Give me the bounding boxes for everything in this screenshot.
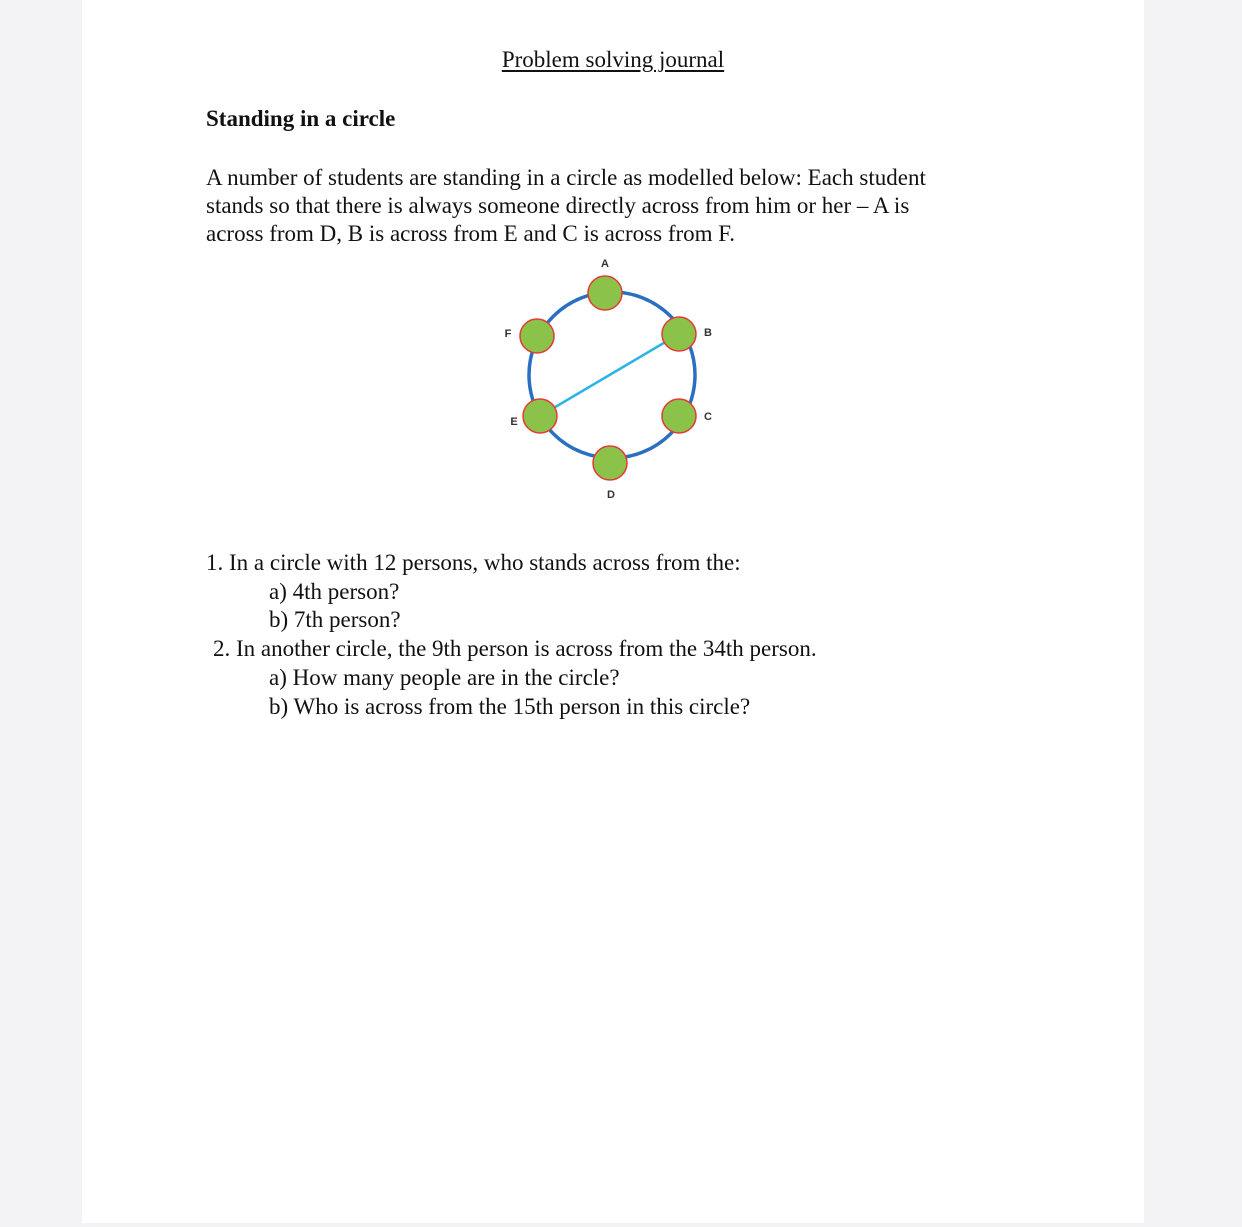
question-1a: a) 4th person? [269,579,400,604]
label-e: E [510,416,518,428]
intro-line: stands so that there is always someone directly across from him or her – A is [206,193,910,218]
student-node-c [662,399,696,433]
student-node-e [523,399,557,433]
intro-line: A number of students are standing in a circle as modelled below: Each student [206,165,926,190]
question-2b: b) Who is across from the 15th person in this circle? [269,694,751,719]
problem-heading: Standing in a circle [206,106,396,131]
standing-circle [529,292,695,458]
document-title [82,47,1144,73]
student-node-a [588,276,622,310]
student-node-f [520,319,554,353]
question-1: 1. In a circle with 12 persons, who stands across from the: [206,550,741,575]
label-b: B [704,327,712,339]
student-node-b [662,317,696,351]
label-c: C [704,411,712,423]
intro-line: across from D, B is across from E and C is across from F. [206,221,735,246]
question-2a: a) How many people are in the circle? [269,665,620,690]
label-a: A [601,258,609,270]
label-d: D [607,489,615,501]
question-2: 2. In another circle, the 9th person is across from the 34th person. [213,636,817,661]
intro-paragraph [206,164,996,248]
document-page [82,0,1144,1223]
across-line-b-e [540,334,679,416]
label-f: F [504,328,512,340]
student-node-d [593,446,627,480]
circle-diagram [492,250,732,510]
question-1b: b) 7th person? [269,607,401,632]
document-title-text: Problem solving journal [501,47,725,72]
